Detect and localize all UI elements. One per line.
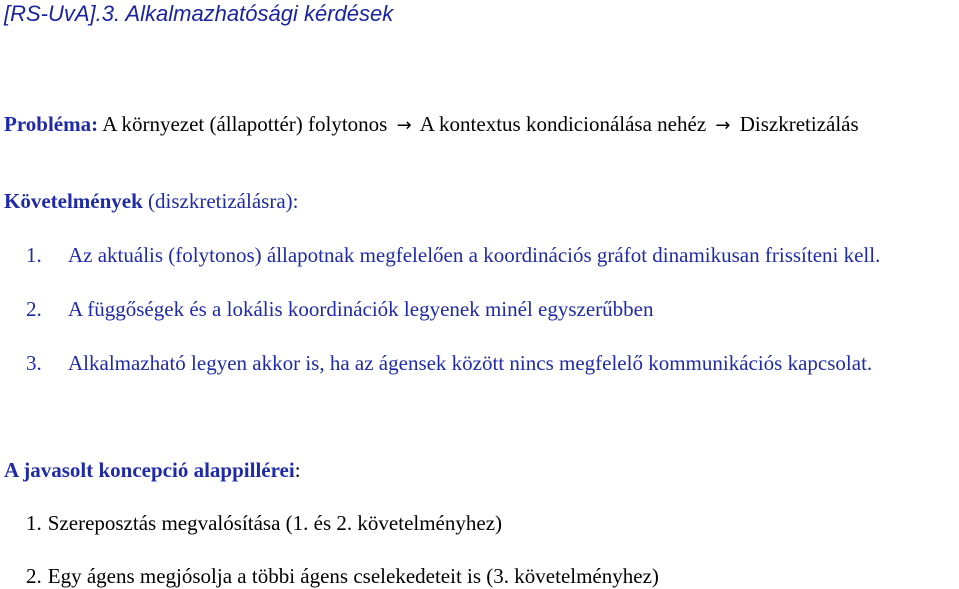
requirements-heading [4,188,298,214]
requirements-heading-bold: Követelmények [4,189,143,213]
concept-number: 1. [26,511,42,535]
concept-heading [4,457,301,483]
problem-label: Probléma: [4,112,99,136]
concept-text: Szereposztás megvalósítása (1. és 2. követelményhez) [47,511,503,535]
problem-part-2: A kontextus kondicionálása nehéz [419,112,707,136]
concept-item [26,510,502,536]
requirement-number: 2. [26,297,42,321]
problem-part-3: Diszkretizálás [739,112,859,136]
right-arrow-icon: → [715,115,731,136]
concept-heading-colon: : [294,458,301,482]
requirements-heading-rest: (diszkretizálásra): [142,189,299,213]
page-title: [RS-UvA].3. Alkalmazhatósági kérdések [4,1,394,26]
requirement-item [26,296,654,322]
concept-text: Egy ágens megjósolja a többi ágens cselekedeteit is (3. követelményhez) [47,564,659,588]
requirement-text: Alkalmazható legyen akkor is, ha az ágensek között nincs megfelelő kommunikációs kapcsolat. [68,351,873,375]
problem-part-1: A környezet (állapottér) folytonos [102,112,388,136]
requirement-text: Az aktuális (folytonos) állapotnak megfelelően a koordinációs gráfot dinamikusan frissíteni kell. [68,243,881,267]
concept-item [26,563,659,589]
concept-heading-text: A javasolt koncepció alappillérei [4,458,295,482]
requirement-item [26,242,880,268]
requirement-text: A függőségek és a lokális koordinációk legyenek minél egyszerűbben [68,297,654,321]
right-arrow-icon: → [396,115,412,136]
requirement-number: 1. [26,243,42,267]
requirement-item [26,350,872,376]
concept-number: 2. [26,564,42,588]
requirement-number: 3. [26,351,42,375]
problem-statement [4,111,859,139]
